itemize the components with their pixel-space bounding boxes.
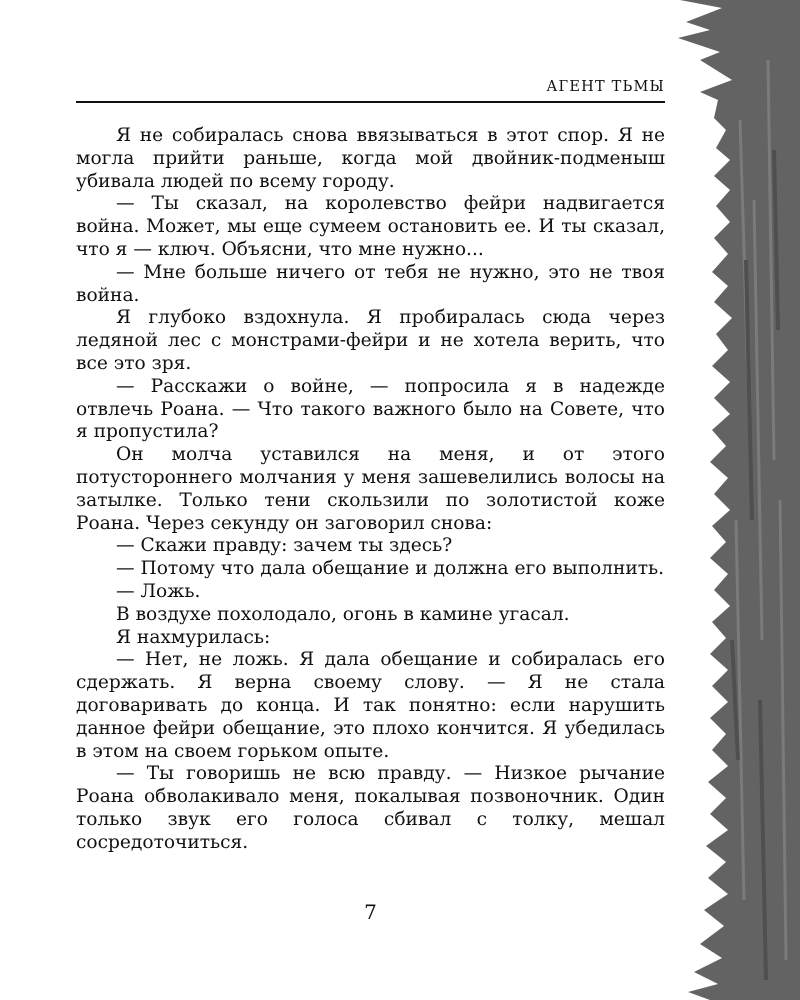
paragraph: — Мне больше ничего от тебя не нужно, это не твоя война. xyxy=(76,261,665,306)
paragraph: — Скажи правду: зачем ты здесь? xyxy=(116,535,453,557)
paragraph: Я нахмурилась: xyxy=(116,626,271,648)
paragraph: — Ты говоришь не всю правду. — Низкое рычание Роана обволакивало меня, покалывая позвоночник. Один только звук его голоса сбивал с толку, мешал сосредоточиться. xyxy=(76,763,665,853)
running-title: АГЕНТ ТЬМЫ xyxy=(546,79,665,95)
edge-brush-shape xyxy=(678,0,800,1000)
paragraph: — Ложь. xyxy=(116,580,201,602)
paragraph: — Ты сказал, на королевство фейри надвигается война. Может, мы еще сумеем остановить ее. И ты сказал, что я — ключ. Объясни, что мне нужно... xyxy=(76,193,665,260)
paragraph: — Потому что дала обещание и должна его выполнить. xyxy=(116,558,665,580)
painted-edge-decoration xyxy=(670,0,800,1000)
paragraph: В воздухе похолодало, огонь в камине угасал. xyxy=(116,603,570,625)
paragraph: — Расскажи о войне, — попросила я в надежде отвлечь Роана. — Что такого важного было на Совете, что я пропустила? xyxy=(76,375,665,443)
paragraph: Он молча уставился на меня, и от этого потустороннего молчания у меня зашевелились волосы на затылке. Только тени скользили по золотистой коже Роана. Через секунду он заговорил снова: xyxy=(76,444,665,534)
page-number: 7 xyxy=(364,900,377,924)
header-rule xyxy=(76,101,665,103)
paragraph: Я глубоко вздохнула. Я пробиралась сюда через ледяной лес с монстрами-фейри и не хотела верить, что все это зря. xyxy=(76,307,665,374)
paragraph: Я не собиралась снова ввязываться в этот спор. Я не могла прийти раньше, когда мой двойник-подменыш убивала людей по всему городу. xyxy=(76,125,665,192)
body-text xyxy=(76,125,665,855)
paragraph: — Нет, не ложь. Я дала обещание и собиралась его сдержать. Я верна своему слову. — Я не стала договаривать до конца. И так понятно: если нарушить данное фейри обещание, это плохо кончится. Я убедилась в этом на своем горьком опыте. xyxy=(76,649,665,762)
